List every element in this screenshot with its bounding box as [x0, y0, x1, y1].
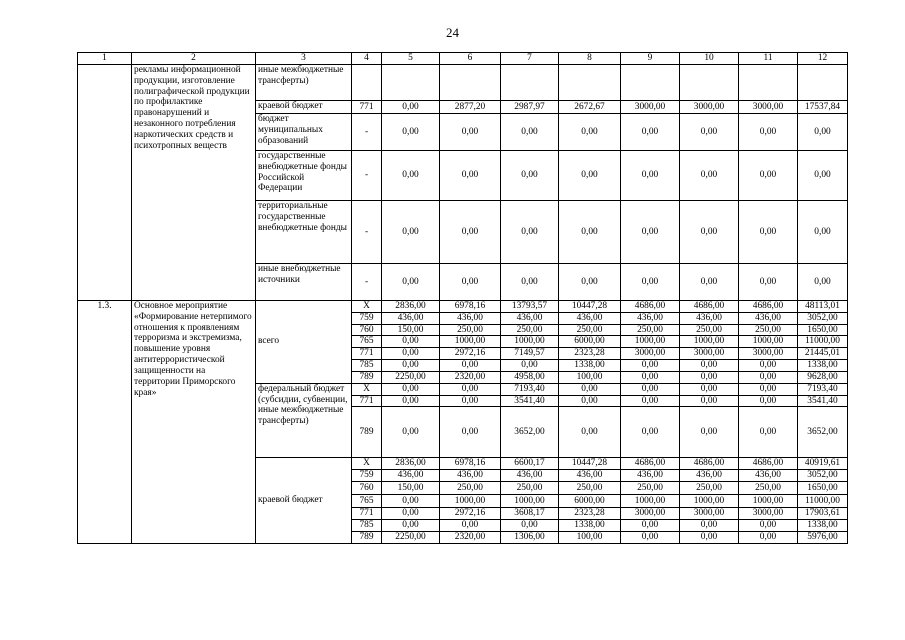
value-cell: 2877,20	[440, 101, 501, 114]
code-cell: 771	[352, 348, 382, 360]
value-cell: 1000,00	[739, 336, 798, 348]
value-cell: 40919,61	[798, 458, 848, 470]
value-cell: 17537,84	[798, 101, 848, 114]
value-cell: 1000,00	[739, 495, 798, 508]
value-cell: 0,00	[559, 264, 621, 301]
value-cell: 1000,00	[440, 495, 501, 508]
value-cell	[680, 65, 739, 101]
value-cell: 0,00	[440, 360, 501, 372]
value-cell: 6000,00	[559, 336, 621, 348]
value-cell: 0,00	[621, 264, 680, 301]
value-cell: 4686,00	[680, 301, 739, 313]
value-cell: 0,00	[559, 407, 621, 458]
value-cell	[440, 65, 501, 101]
funding-source-cell: краевой бюджет	[256, 101, 352, 114]
value-cell: 436,00	[621, 470, 680, 482]
value-cell: 0,00	[382, 407, 440, 458]
value-cell: 4686,00	[739, 301, 798, 313]
code-cell: 765	[352, 336, 382, 348]
value-cell: 0,00	[382, 360, 440, 372]
value-cell: 3000,00	[739, 348, 798, 360]
value-cell: 7193,40	[501, 383, 559, 395]
column-header: 10	[680, 53, 739, 65]
value-cell: 0,00	[680, 407, 739, 458]
value-cell: 1000,00	[440, 336, 501, 348]
value-cell: 0,00	[680, 201, 739, 264]
value-cell: 436,00	[440, 312, 501, 324]
funding-source-cell: иные внебюджетные источники	[256, 264, 352, 301]
value-cell: 13793,57	[501, 301, 559, 313]
column-header: 9	[621, 53, 680, 65]
code-cell: 760	[352, 482, 382, 495]
value-cell: 250,00	[680, 324, 739, 336]
value-cell: 1000,00	[501, 495, 559, 508]
value-cell: 0,00	[559, 383, 621, 395]
value-cell: 0,00	[501, 360, 559, 372]
code-cell: 771	[352, 101, 382, 114]
column-header: 6	[440, 53, 501, 65]
value-cell: 0,00	[501, 114, 559, 151]
value-cell: 0,00	[621, 201, 680, 264]
value-cell: 3000,00	[621, 508, 680, 520]
value-cell: 436,00	[559, 312, 621, 324]
value-cell: 150,00	[382, 324, 440, 336]
value-cell: 4686,00	[739, 458, 798, 470]
value-cell: 0,00	[621, 151, 680, 201]
code-cell	[352, 65, 382, 101]
code-cell: 771	[352, 395, 382, 407]
code-cell: -	[352, 151, 382, 201]
value-cell: 0,00	[680, 371, 739, 383]
value-cell	[559, 65, 621, 101]
column-header: 7	[501, 53, 559, 65]
funding-source-cell: федеральный бюджет (субсидии, субвенции, иные межбюджетные трансферты)	[256, 383, 352, 458]
value-cell: 0,00	[440, 151, 501, 201]
value-cell: 0,00	[621, 371, 680, 383]
value-cell: 0,00	[680, 395, 739, 407]
value-cell: 0,00	[501, 264, 559, 301]
value-cell: 3000,00	[621, 348, 680, 360]
value-cell: 0,00	[382, 395, 440, 407]
value-cell: 250,00	[501, 324, 559, 336]
value-cell: 1000,00	[680, 336, 739, 348]
value-cell: 1338,00	[798, 520, 848, 532]
value-cell: 0,00	[440, 395, 501, 407]
code-cell: X	[352, 301, 382, 313]
value-cell: 3541,40	[501, 395, 559, 407]
value-cell: 0,00	[739, 360, 798, 372]
budget-table	[77, 52, 848, 544]
value-cell: 48113,01	[798, 301, 848, 313]
code-cell: 759	[352, 312, 382, 324]
value-cell: 0,00	[559, 151, 621, 201]
value-cell: 2987,97	[501, 101, 559, 114]
value-cell: 2250,00	[382, 531, 440, 543]
column-header: 4	[352, 53, 382, 65]
value-cell: 0,00	[680, 531, 739, 543]
value-cell: 2972,16	[440, 348, 501, 360]
code-cell: 785	[352, 360, 382, 372]
value-cell: 0,00	[798, 114, 848, 151]
value-cell: 0,00	[680, 383, 739, 395]
value-cell: 1338,00	[798, 360, 848, 372]
item-number-cell	[78, 65, 132, 301]
value-cell: 0,00	[382, 383, 440, 395]
column-header: 3	[256, 53, 352, 65]
value-cell	[739, 65, 798, 101]
page-number: 24	[446, 25, 459, 40]
value-cell: 436,00	[501, 470, 559, 482]
value-cell: 0,00	[739, 520, 798, 532]
value-cell: 1000,00	[501, 336, 559, 348]
value-cell: 0,00	[621, 531, 680, 543]
value-cell: 0,00	[501, 520, 559, 532]
value-cell: 3000,00	[680, 348, 739, 360]
value-cell: 0,00	[739, 264, 798, 301]
value-cell: 250,00	[621, 324, 680, 336]
value-cell: 0,00	[739, 407, 798, 458]
value-cell: 6000,00	[559, 495, 621, 508]
value-cell: 250,00	[739, 324, 798, 336]
column-header: 11	[739, 53, 798, 65]
value-cell: 6978,16	[440, 301, 501, 313]
value-cell: 2836,00	[382, 301, 440, 313]
funding-source-cell: территориальные государственные внебюджетные фонды	[256, 201, 352, 264]
value-cell: 0,00	[739, 201, 798, 264]
column-header: 8	[559, 53, 621, 65]
item-name-cell: Основное мероприятие «Формирование нетерпимого отношения к проявлениям терроризма и экстремизма, повышение уровня антитеррористической защищенности на территории Приморского края»	[132, 301, 256, 544]
value-cell: 1000,00	[621, 495, 680, 508]
value-cell: 0,00	[798, 264, 848, 301]
value-cell: 0,00	[559, 395, 621, 407]
item-name-cell: рекламы информационной продукции, изготовление полиграфической продукции по профилактике правонарушений и незаконного потребления наркотических средств и психотропных веществ	[132, 65, 256, 301]
value-cell: 0,00	[382, 348, 440, 360]
value-cell: 6978,16	[440, 458, 501, 470]
value-cell: 0,00	[440, 520, 501, 532]
code-cell: 785	[352, 520, 382, 532]
value-cell: 0,00	[382, 495, 440, 508]
value-cell: 0,00	[382, 264, 440, 301]
value-cell: 3541,40	[798, 395, 848, 407]
value-cell: 0,00	[382, 336, 440, 348]
value-cell: 2320,00	[440, 531, 501, 543]
value-cell: 3000,00	[739, 101, 798, 114]
value-cell: 1650,00	[798, 324, 848, 336]
value-cell: 0,00	[621, 114, 680, 151]
value-cell: 1338,00	[559, 360, 621, 372]
value-cell: 7193,40	[798, 383, 848, 395]
funding-source-cell: краевой бюджет	[256, 458, 352, 543]
value-cell: 1650,00	[798, 482, 848, 495]
funding-source-cell: бюджет муниципальных образований	[256, 114, 352, 151]
value-cell: 5976,00	[798, 531, 848, 543]
value-cell	[382, 65, 440, 101]
column-header: 1	[78, 53, 132, 65]
value-cell: 0,00	[739, 151, 798, 201]
column-header: 12	[798, 53, 848, 65]
value-cell: 436,00	[382, 470, 440, 482]
value-cell	[798, 65, 848, 101]
code-cell: -	[352, 201, 382, 264]
value-cell: 436,00	[739, 470, 798, 482]
value-cell: 2250,00	[382, 371, 440, 383]
code-cell: 759	[352, 470, 382, 482]
value-cell: 0,00	[621, 407, 680, 458]
value-cell: 436,00	[680, 312, 739, 324]
value-cell: 1000,00	[621, 336, 680, 348]
code-cell: 789	[352, 531, 382, 543]
value-cell: 3652,00	[798, 407, 848, 458]
value-cell: 0,00	[621, 383, 680, 395]
value-cell: 3000,00	[739, 508, 798, 520]
value-cell: 0,00	[798, 201, 848, 264]
column-header: 2	[132, 53, 256, 65]
value-cell: 0,00	[798, 151, 848, 201]
table-row	[78, 65, 848, 101]
value-cell: 150,00	[382, 482, 440, 495]
value-cell: 11000,00	[798, 336, 848, 348]
value-cell: 2323,28	[559, 508, 621, 520]
value-cell: 0,00	[440, 264, 501, 301]
value-cell: 3608,17	[501, 508, 559, 520]
value-cell: 0,00	[739, 531, 798, 543]
code-cell: 789	[352, 371, 382, 383]
value-cell: 3000,00	[621, 101, 680, 114]
value-cell: 4686,00	[680, 458, 739, 470]
value-cell: 1306,00	[501, 531, 559, 543]
column-header: 5	[382, 53, 440, 65]
value-cell: 3052,00	[798, 312, 848, 324]
value-cell: 0,00	[680, 264, 739, 301]
value-cell: 250,00	[440, 324, 501, 336]
value-cell: 0,00	[501, 201, 559, 264]
value-cell: 0,00	[621, 360, 680, 372]
code-cell: X	[352, 383, 382, 395]
value-cell: 250,00	[739, 482, 798, 495]
value-cell: 0,00	[440, 201, 501, 264]
value-cell: 2323,28	[559, 348, 621, 360]
value-cell: 0,00	[739, 371, 798, 383]
value-cell: 2320,00	[440, 371, 501, 383]
value-cell: 0,00	[680, 520, 739, 532]
value-cell: 100,00	[559, 531, 621, 543]
value-cell: 0,00	[559, 114, 621, 151]
item-number-cell: 1.3.	[78, 301, 132, 544]
value-cell: 1338,00	[559, 520, 621, 532]
value-cell: 10447,28	[559, 458, 621, 470]
value-cell: 21445,01	[798, 348, 848, 360]
value-cell: 0,00	[621, 520, 680, 532]
value-cell: 3052,00	[798, 470, 848, 482]
value-cell: 436,00	[680, 470, 739, 482]
funding-source-cell: государственные внебюджетные фонды Российской Федерации	[256, 151, 352, 201]
code-cell: 771	[352, 508, 382, 520]
value-cell: 250,00	[559, 482, 621, 495]
value-cell: 250,00	[440, 482, 501, 495]
code-cell: -	[352, 114, 382, 151]
value-cell: 11000,00	[798, 495, 848, 508]
value-cell: 436,00	[440, 470, 501, 482]
value-cell: 7149,57	[501, 348, 559, 360]
value-cell: 2836,00	[382, 458, 440, 470]
value-cell: 0,00	[440, 114, 501, 151]
value-cell: 0,00	[739, 114, 798, 151]
value-cell: 4686,00	[621, 458, 680, 470]
value-cell: 250,00	[559, 324, 621, 336]
value-cell	[621, 65, 680, 101]
value-cell: 4686,00	[621, 301, 680, 313]
value-cell: 2972,16	[440, 508, 501, 520]
value-cell: 436,00	[621, 312, 680, 324]
value-cell: 0,00	[680, 114, 739, 151]
code-cell: 760	[352, 324, 382, 336]
value-cell: 0,00	[680, 151, 739, 201]
value-cell: 0,00	[440, 407, 501, 458]
value-cell: 0,00	[382, 520, 440, 532]
code-cell: -	[352, 264, 382, 301]
value-cell: 100,00	[559, 371, 621, 383]
table-row	[78, 301, 848, 313]
value-cell: 0,00	[382, 201, 440, 264]
value-cell: 0,00	[382, 101, 440, 114]
value-cell: 0,00	[680, 360, 739, 372]
value-cell: 0,00	[440, 383, 501, 395]
value-cell: 0,00	[739, 395, 798, 407]
value-cell: 3000,00	[680, 101, 739, 114]
value-cell: 250,00	[621, 482, 680, 495]
value-cell: 3000,00	[680, 508, 739, 520]
value-cell	[501, 65, 559, 101]
value-cell: 2672,67	[559, 101, 621, 114]
value-cell: 10447,28	[559, 301, 621, 313]
value-cell: 0,00	[739, 383, 798, 395]
value-cell: 4958,00	[501, 371, 559, 383]
code-cell: X	[352, 458, 382, 470]
value-cell: 436,00	[739, 312, 798, 324]
value-cell: 250,00	[680, 482, 739, 495]
value-cell: 6600,17	[501, 458, 559, 470]
value-cell: 0,00	[501, 151, 559, 201]
code-cell: 765	[352, 495, 382, 508]
value-cell: 0,00	[382, 508, 440, 520]
value-cell: 436,00	[382, 312, 440, 324]
value-cell: 250,00	[501, 482, 559, 495]
code-cell: 789	[352, 407, 382, 458]
value-cell: 0,00	[621, 395, 680, 407]
header-row	[78, 53, 848, 65]
value-cell: 0,00	[382, 151, 440, 201]
value-cell: 9628,00	[798, 371, 848, 383]
value-cell: 17903,61	[798, 508, 848, 520]
funding-source-cell: иные межбюджетные трансферты)	[256, 65, 352, 101]
value-cell: 1000,00	[680, 495, 739, 508]
funding-source-cell: всего	[256, 301, 352, 384]
value-cell: 436,00	[501, 312, 559, 324]
value-cell: 0,00	[559, 201, 621, 264]
value-cell: 0,00	[382, 114, 440, 151]
value-cell: 3652,00	[501, 407, 559, 458]
value-cell: 436,00	[559, 470, 621, 482]
